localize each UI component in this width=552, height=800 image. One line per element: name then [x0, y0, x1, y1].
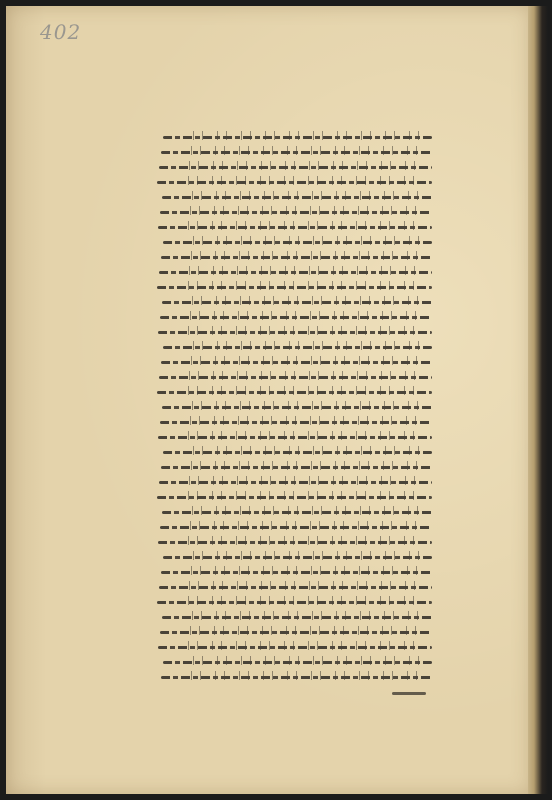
script-line — [163, 136, 432, 139]
script-line — [158, 541, 432, 544]
script-line — [162, 301, 432, 304]
script-line — [159, 376, 432, 379]
script-line — [162, 616, 432, 619]
script-line — [161, 571, 432, 574]
binding-gutter — [528, 6, 548, 794]
script-line — [162, 406, 432, 409]
script-line — [157, 181, 432, 184]
script-line — [161, 256, 432, 259]
folio-number: 402 — [40, 20, 82, 44]
script-line — [159, 586, 432, 589]
script-line — [163, 241, 432, 244]
script-line — [162, 196, 432, 199]
script-line — [159, 166, 432, 169]
script-line — [157, 601, 432, 604]
script-line — [161, 466, 432, 469]
script-line — [160, 316, 432, 319]
script-line — [158, 226, 432, 229]
script-line — [163, 556, 432, 559]
script-line — [160, 631, 432, 634]
script-line — [158, 331, 432, 334]
script-line — [158, 646, 432, 649]
script-line — [159, 271, 432, 274]
catchword — [392, 692, 426, 695]
script-line — [161, 151, 432, 154]
script-line — [163, 346, 432, 349]
script-line — [160, 211, 432, 214]
script-line — [160, 526, 432, 529]
script-line — [161, 676, 432, 679]
script-line — [161, 361, 432, 364]
script-line — [159, 481, 432, 484]
script-line — [157, 286, 432, 289]
script-line — [162, 511, 432, 514]
script-line — [163, 451, 432, 454]
script-line — [163, 661, 432, 664]
manuscript-text-block — [160, 128, 432, 683]
script-line — [160, 421, 432, 424]
script-line — [157, 391, 432, 394]
script-line — [157, 496, 432, 499]
script-line — [158, 436, 432, 439]
